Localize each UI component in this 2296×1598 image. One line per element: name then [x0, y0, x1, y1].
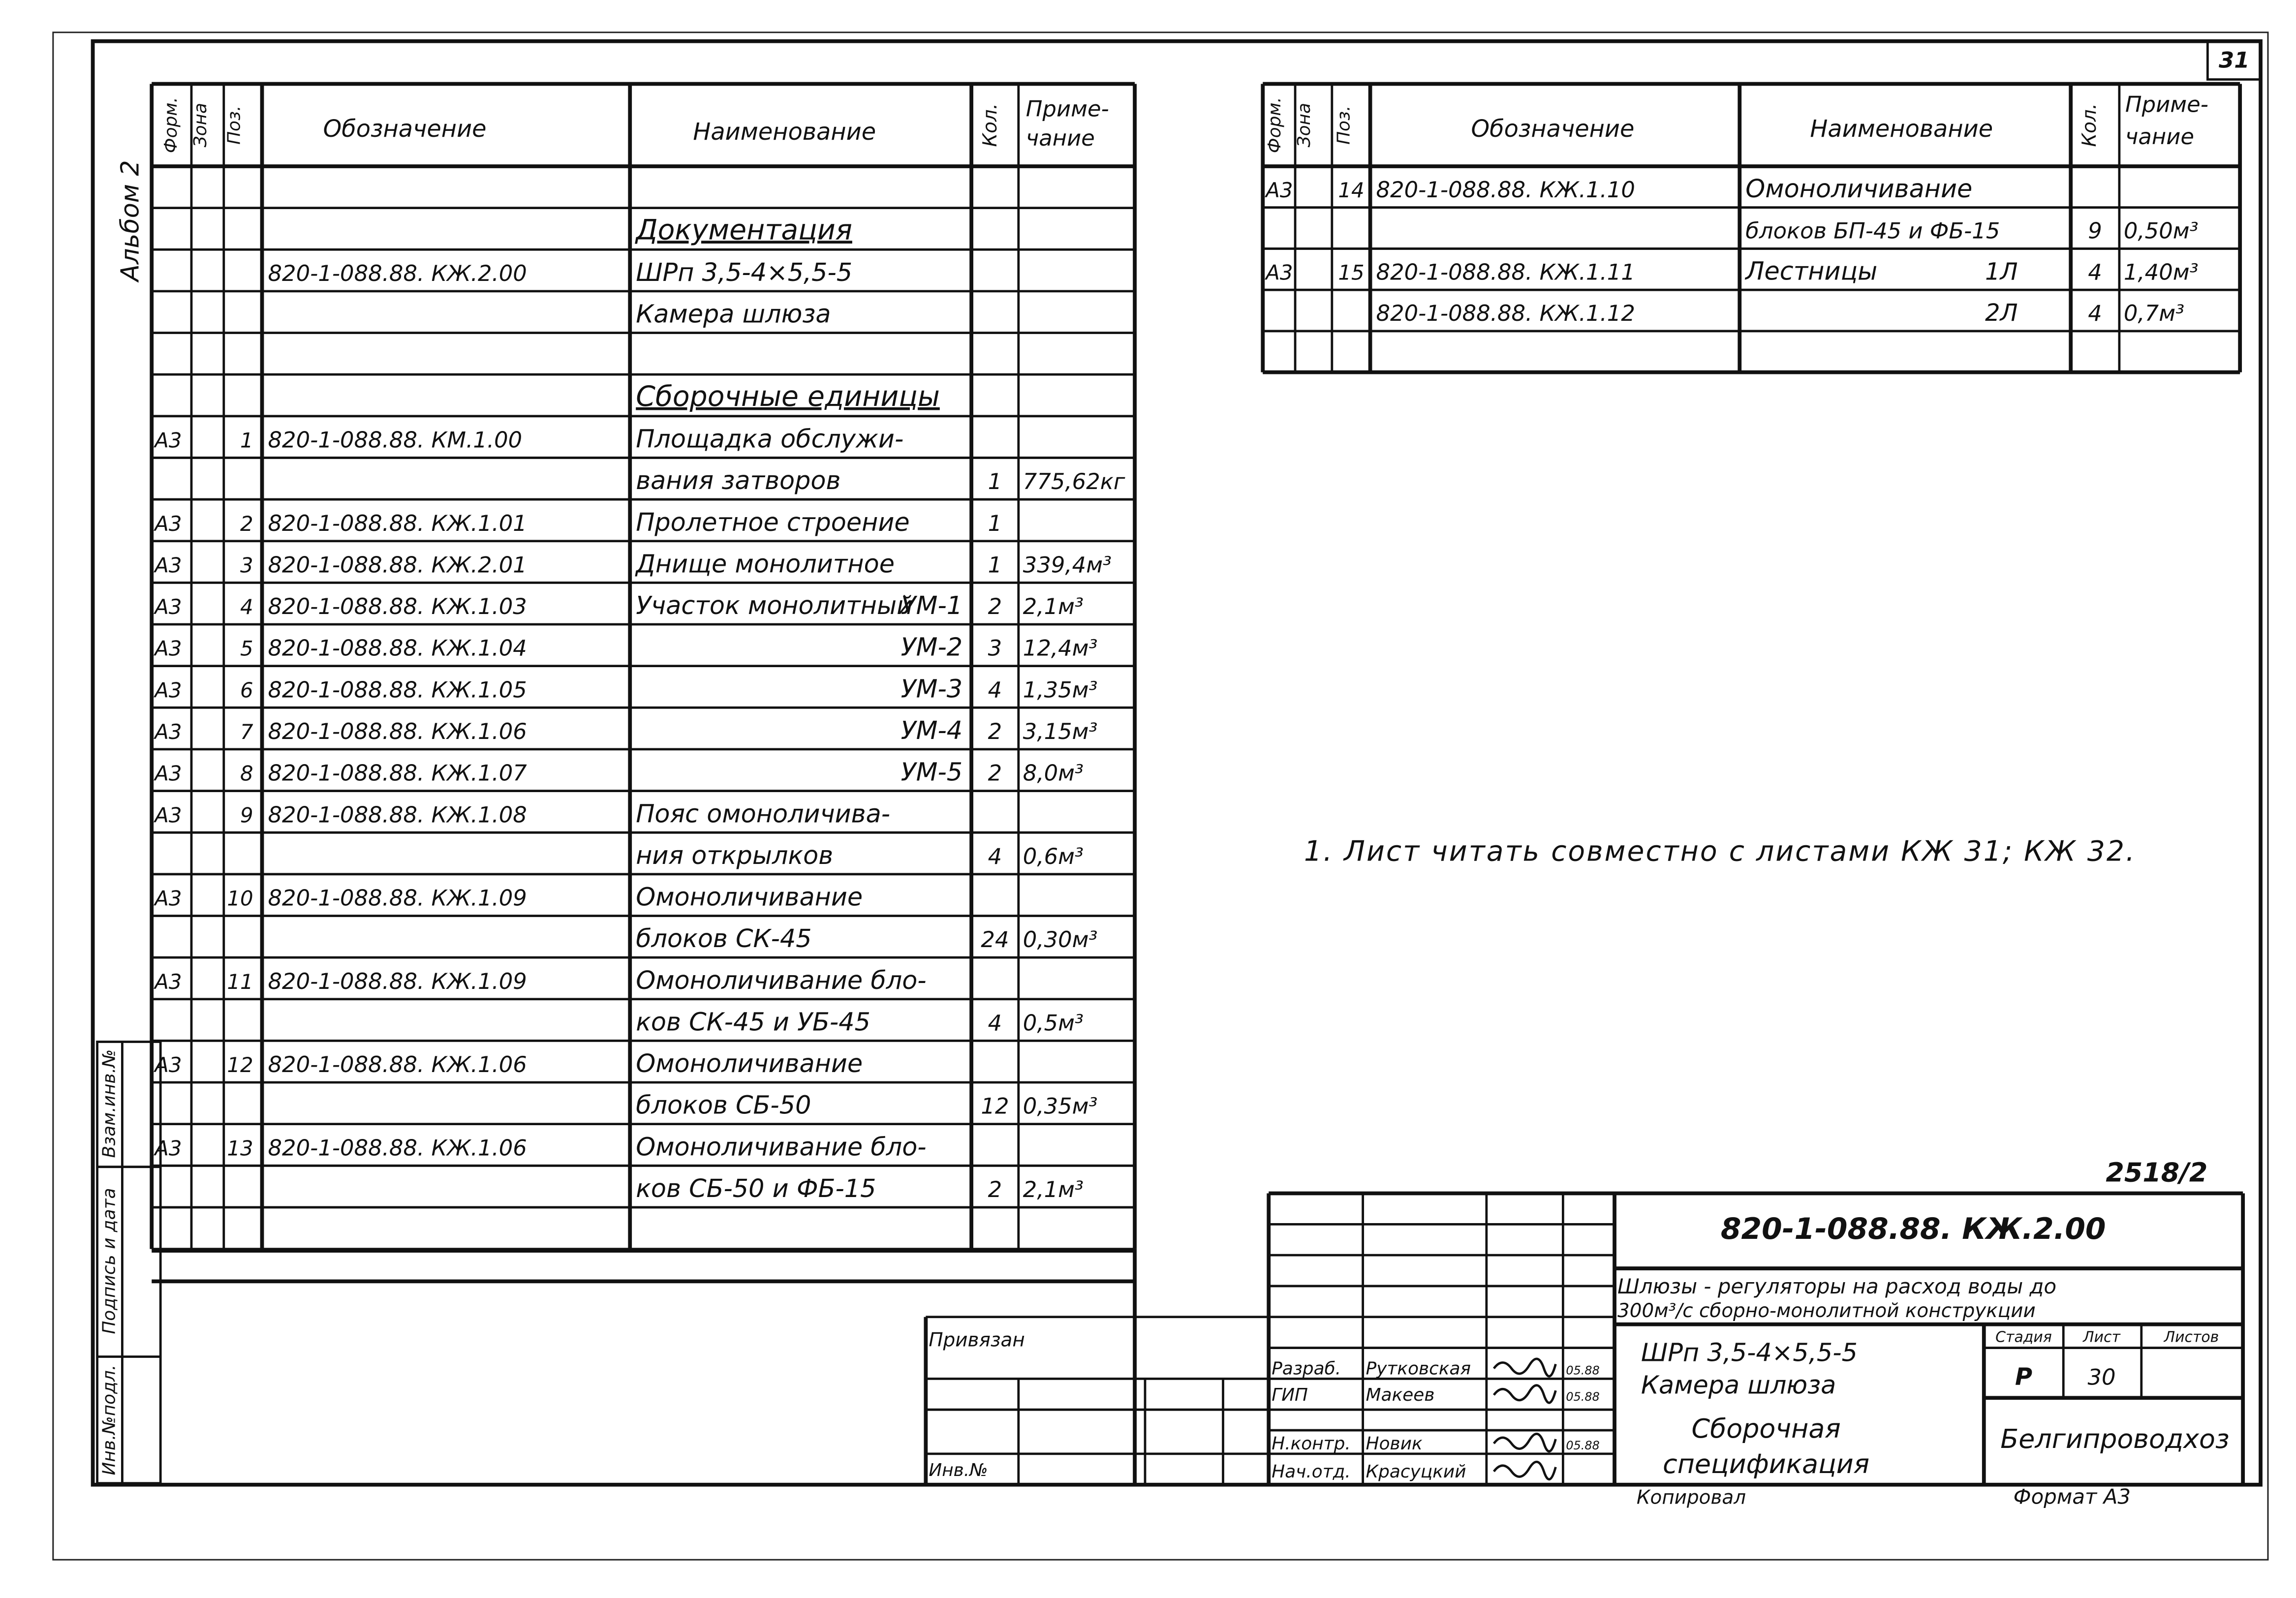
stage-value: Р [2015, 1363, 2033, 1391]
row-qty: 1 [988, 510, 1002, 536]
row-designation: 820-1-088.88. КЖ.1.12 [1376, 300, 1635, 326]
section-heading: Сборочные единицы [636, 380, 940, 413]
row-designation: 820-1-088.88. КЖ.1.11 [1376, 259, 1635, 285]
signature-name: Новик [1365, 1433, 1423, 1454]
row-designation: 820-1-088.88. КЖ.1.03 [268, 593, 527, 620]
side-sign-date-label: Подпись и дата [99, 1188, 120, 1334]
row-pos: 7 [240, 719, 253, 744]
row-name: блоков СБ-50 [636, 1090, 811, 1120]
row-name: Пояс омоноличива- [636, 799, 891, 829]
signature-role: ГИП [1272, 1385, 1308, 1406]
album-label: Альбом 2 [115, 160, 145, 281]
stamp-code: 2518/2 [2106, 1157, 2208, 1188]
row-note: 2,1м³ [1023, 1176, 1084, 1203]
r-header-designation: Обозначение [1471, 116, 1635, 143]
row-qty: 2 [988, 718, 1002, 744]
row-designation: 820-1-088.88. КЖ.1.09 [268, 885, 527, 911]
sheet-number: 31 [2218, 47, 2250, 73]
row-pos: 6 [240, 678, 253, 703]
signature-scribble [1494, 1462, 1556, 1479]
title-doc-line1: Сборочная [1691, 1413, 1841, 1444]
copied-label: Копировал [1636, 1486, 1746, 1509]
title-object-line1: ШРп 3,5-4×5,5-5 [1641, 1338, 1858, 1367]
header-note-line1: Приме- [1025, 95, 1109, 122]
row-name: Омоноличивание бло- [636, 1132, 927, 1162]
row-pos: 8 [240, 761, 253, 786]
sheets-label: Листов [2164, 1328, 2219, 1346]
side-inv-orig-label: Инв.№подл. [99, 1364, 120, 1475]
row-name: ШРп 3,5-4×5,5-5 [636, 257, 853, 287]
row-note: 0,5м³ [1023, 1010, 1084, 1036]
row-name: Пролетное строение [636, 507, 910, 537]
row-designation: 820-1-088.88. КЖ.2.01 [268, 552, 527, 578]
signature-role: Н.контр. [1272, 1433, 1351, 1454]
signature-date: 05.88 [1566, 1363, 1600, 1378]
row-name: Площадка обслужи- [636, 424, 904, 454]
row-pos: 5 [240, 636, 253, 661]
left-spec-table [152, 84, 1135, 1483]
row-suffix: УМ-4 [900, 715, 963, 745]
row-designation: 820-1-088.88. КЖ.2.00 [268, 260, 527, 286]
row-name: Участок монолитный [636, 591, 913, 620]
row-format: А3 [155, 511, 182, 536]
row-format: А3 [155, 803, 182, 828]
row-name: ков СБ-50 и ФБ-15 [636, 1174, 876, 1203]
row-designation: 820-1-088.88. КЖ.1.06 [268, 1135, 527, 1161]
row-qty: 4 [988, 1010, 1002, 1036]
row-designation: 820-1-088.88. КЖ.1.01 [268, 510, 527, 536]
row-designation: 820-1-088.88. КЖ.1.05 [268, 676, 527, 703]
row-suffix: 2Л [1985, 299, 2018, 327]
row-name: ков СК-45 и УБ-45 [636, 1007, 870, 1037]
row-note: 339,4м³ [1023, 552, 1112, 578]
header-qty: Кол. [979, 103, 1001, 147]
header-pos: Поз. [224, 105, 245, 145]
row-pos: 14 [1338, 178, 1365, 202]
signature-role: Нач.отд. [1272, 1461, 1351, 1482]
signature-role: Разраб. [1272, 1358, 1341, 1379]
title-designation: 820-1-088.88. КЖ.2.00 [1720, 1212, 2106, 1247]
row-format: А3 [155, 553, 182, 578]
row-format: А3 [155, 636, 182, 661]
header-designation: Обозначение [323, 116, 487, 143]
row-format: А3 [155, 595, 182, 619]
stage-label: Стадия [1995, 1328, 2052, 1346]
row-qty: 3 [988, 635, 1002, 661]
row-name: Камера шлюза [636, 299, 831, 329]
signature-scribble [1494, 1434, 1556, 1451]
r-header-format: Форм. [1265, 97, 1285, 154]
row-note: 1,35м³ [1023, 676, 1098, 703]
sheet-label: Лист [2083, 1328, 2120, 1346]
title-project-line1: Шлюзы - регуляторы на расход воды до [1617, 1274, 2057, 1298]
row-pos: 4 [240, 595, 253, 619]
row-qty: 1 [988, 552, 1002, 578]
row-name: блоков СК-45 [636, 924, 812, 953]
title-doc-line2: спецификация [1663, 1448, 1870, 1479]
row-name: вания затворов [636, 466, 841, 495]
row-note: 12,4м³ [1023, 635, 1098, 661]
row-qty: 24 [981, 926, 1009, 953]
signature-name: Рутковская [1365, 1358, 1471, 1379]
row-name: блоков БП-45 и ФБ-15 [1745, 217, 2000, 244]
row-pos: 15 [1338, 260, 1365, 285]
row-designation: 820-1-088.88. КЖ.1.09 [268, 968, 527, 994]
right-spec-table [1263, 84, 2240, 372]
row-name: Омоноличивание [636, 882, 863, 912]
row-qty: 2 [988, 1176, 1002, 1203]
row-pos: 13 [227, 1136, 253, 1161]
row-note: 3,15м³ [1023, 718, 1098, 744]
row-qty: 4 [988, 843, 1002, 869]
row-format: А3 [1266, 260, 1293, 285]
row-designation: 820-1-088.88. КЖ.1.04 [268, 635, 527, 661]
signature-scribble [1494, 1359, 1556, 1377]
row-format: А3 [155, 1053, 182, 1077]
signature-date: 05.88 [1566, 1390, 1600, 1404]
sheet-value: 30 [2087, 1364, 2116, 1390]
bound-label: Привязан [929, 1329, 1025, 1352]
row-qty: 9 [2088, 217, 2102, 244]
row-pos: 11 [227, 969, 253, 994]
format-label: Формат А3 [2013, 1484, 2131, 1509]
signature-date: 05.88 [1566, 1438, 1600, 1452]
row-pos: 2 [240, 511, 253, 536]
inv-no-label: Инв.№ [929, 1460, 988, 1480]
row-format: А3 [155, 428, 182, 453]
row-qty: 4 [2088, 259, 2102, 285]
row-pos: 10 [227, 886, 253, 911]
row-name: Лестницы [1745, 256, 1878, 286]
row-designation: 820-1-088.88. КЖ.1.08 [268, 801, 527, 828]
organization: Белгипроводхоз [2000, 1423, 2230, 1454]
side-inv-swap-label: Взам.инв.№ [99, 1049, 120, 1158]
row-pos: 3 [240, 553, 253, 578]
row-name: ния открылков [636, 840, 834, 870]
row-designation: 820-1-088.88. КМ.1.00 [268, 427, 523, 453]
row-format: А3 [1266, 178, 1293, 202]
row-name: Днище монолитное [636, 549, 895, 579]
signature-name: Красуцкий [1365, 1461, 1466, 1482]
row-format: А3 [155, 969, 182, 994]
bound-block [926, 1317, 1269, 1483]
row-pos: 1 [240, 428, 253, 453]
signature-scribble [1494, 1385, 1556, 1403]
row-qty: 4 [988, 676, 1002, 703]
row-name: Омоноличивание [636, 1049, 863, 1078]
title-object-line2: Камера шлюза [1641, 1370, 1836, 1400]
row-note: 0,30м³ [1023, 926, 1098, 953]
row-qty: 2 [988, 593, 1002, 620]
row-note: 2,1м³ [1023, 593, 1084, 620]
r-header-pos: Поз. [1334, 105, 1354, 145]
row-note: 0,7м³ [2123, 300, 2185, 326]
row-designation: 820-1-088.88. КЖ.1.07 [268, 760, 527, 786]
row-designation: 820-1-088.88. КЖ.1.10 [1376, 176, 1635, 203]
header-note-line2: чание [1025, 125, 1095, 152]
row-designation: 820-1-088.88. КЖ.1.06 [268, 718, 527, 744]
row-format: А3 [155, 886, 182, 911]
row-format: А3 [155, 678, 182, 703]
r-header-qty: Кол. [2079, 103, 2101, 147]
header-zone: Зона [190, 103, 211, 148]
row-pos: 12 [227, 1053, 253, 1077]
row-name: Омоноличивание бло- [636, 965, 927, 995]
row-qty: 1 [988, 468, 1002, 495]
row-note: 0,6м³ [1023, 843, 1084, 869]
row-note: 8,0м³ [1023, 760, 1084, 786]
row-suffix: УМ-3 [900, 674, 963, 704]
signature-name: Макеев [1365, 1385, 1435, 1406]
row-suffix: УМ-5 [900, 757, 963, 787]
row-qty: 12 [981, 1093, 1009, 1119]
row-note: 775,62кг [1023, 468, 1125, 495]
row-note: 0,50м³ [2123, 217, 2199, 244]
row-format: А3 [155, 761, 182, 786]
title-block [1269, 1157, 2243, 1509]
r-header-name: Наименование [1810, 116, 1993, 143]
r-header-zone: Зона [1294, 103, 1314, 148]
section-heading: Документация [636, 214, 852, 246]
row-qty: 2 [988, 760, 1002, 786]
row-designation: 820-1-088.88. КЖ.1.06 [268, 1051, 527, 1078]
header-format: Форм. [161, 97, 182, 154]
r-header-note-line2: чание [2125, 123, 2194, 150]
row-suffix: 1Л [1985, 258, 2018, 286]
row-name: Омоноличивание [1745, 174, 1973, 203]
row-note: 0,35м³ [1023, 1093, 1098, 1119]
header-name: Наименование [693, 119, 876, 146]
sheet-note: 1. Лист читать совместно с листами КЖ 31; КЖ 32. [1304, 835, 2137, 868]
sheet-number-box [2207, 41, 2261, 80]
r-header-note-line1: Приме- [2125, 91, 2208, 118]
title-project-line2: 300м³/с сборно-монолитной конструкции [1617, 1299, 2036, 1322]
row-note: 1,40м³ [2123, 259, 2199, 285]
signature-rows [1272, 1358, 1600, 1481]
row-pos: 9 [240, 803, 253, 828]
row-suffix: УМ-2 [900, 632, 963, 662]
row-format: А3 [155, 719, 182, 744]
row-format: А3 [155, 1136, 182, 1161]
row-suffix: УМ-1 [900, 591, 963, 620]
row-qty: 4 [2088, 300, 2102, 326]
